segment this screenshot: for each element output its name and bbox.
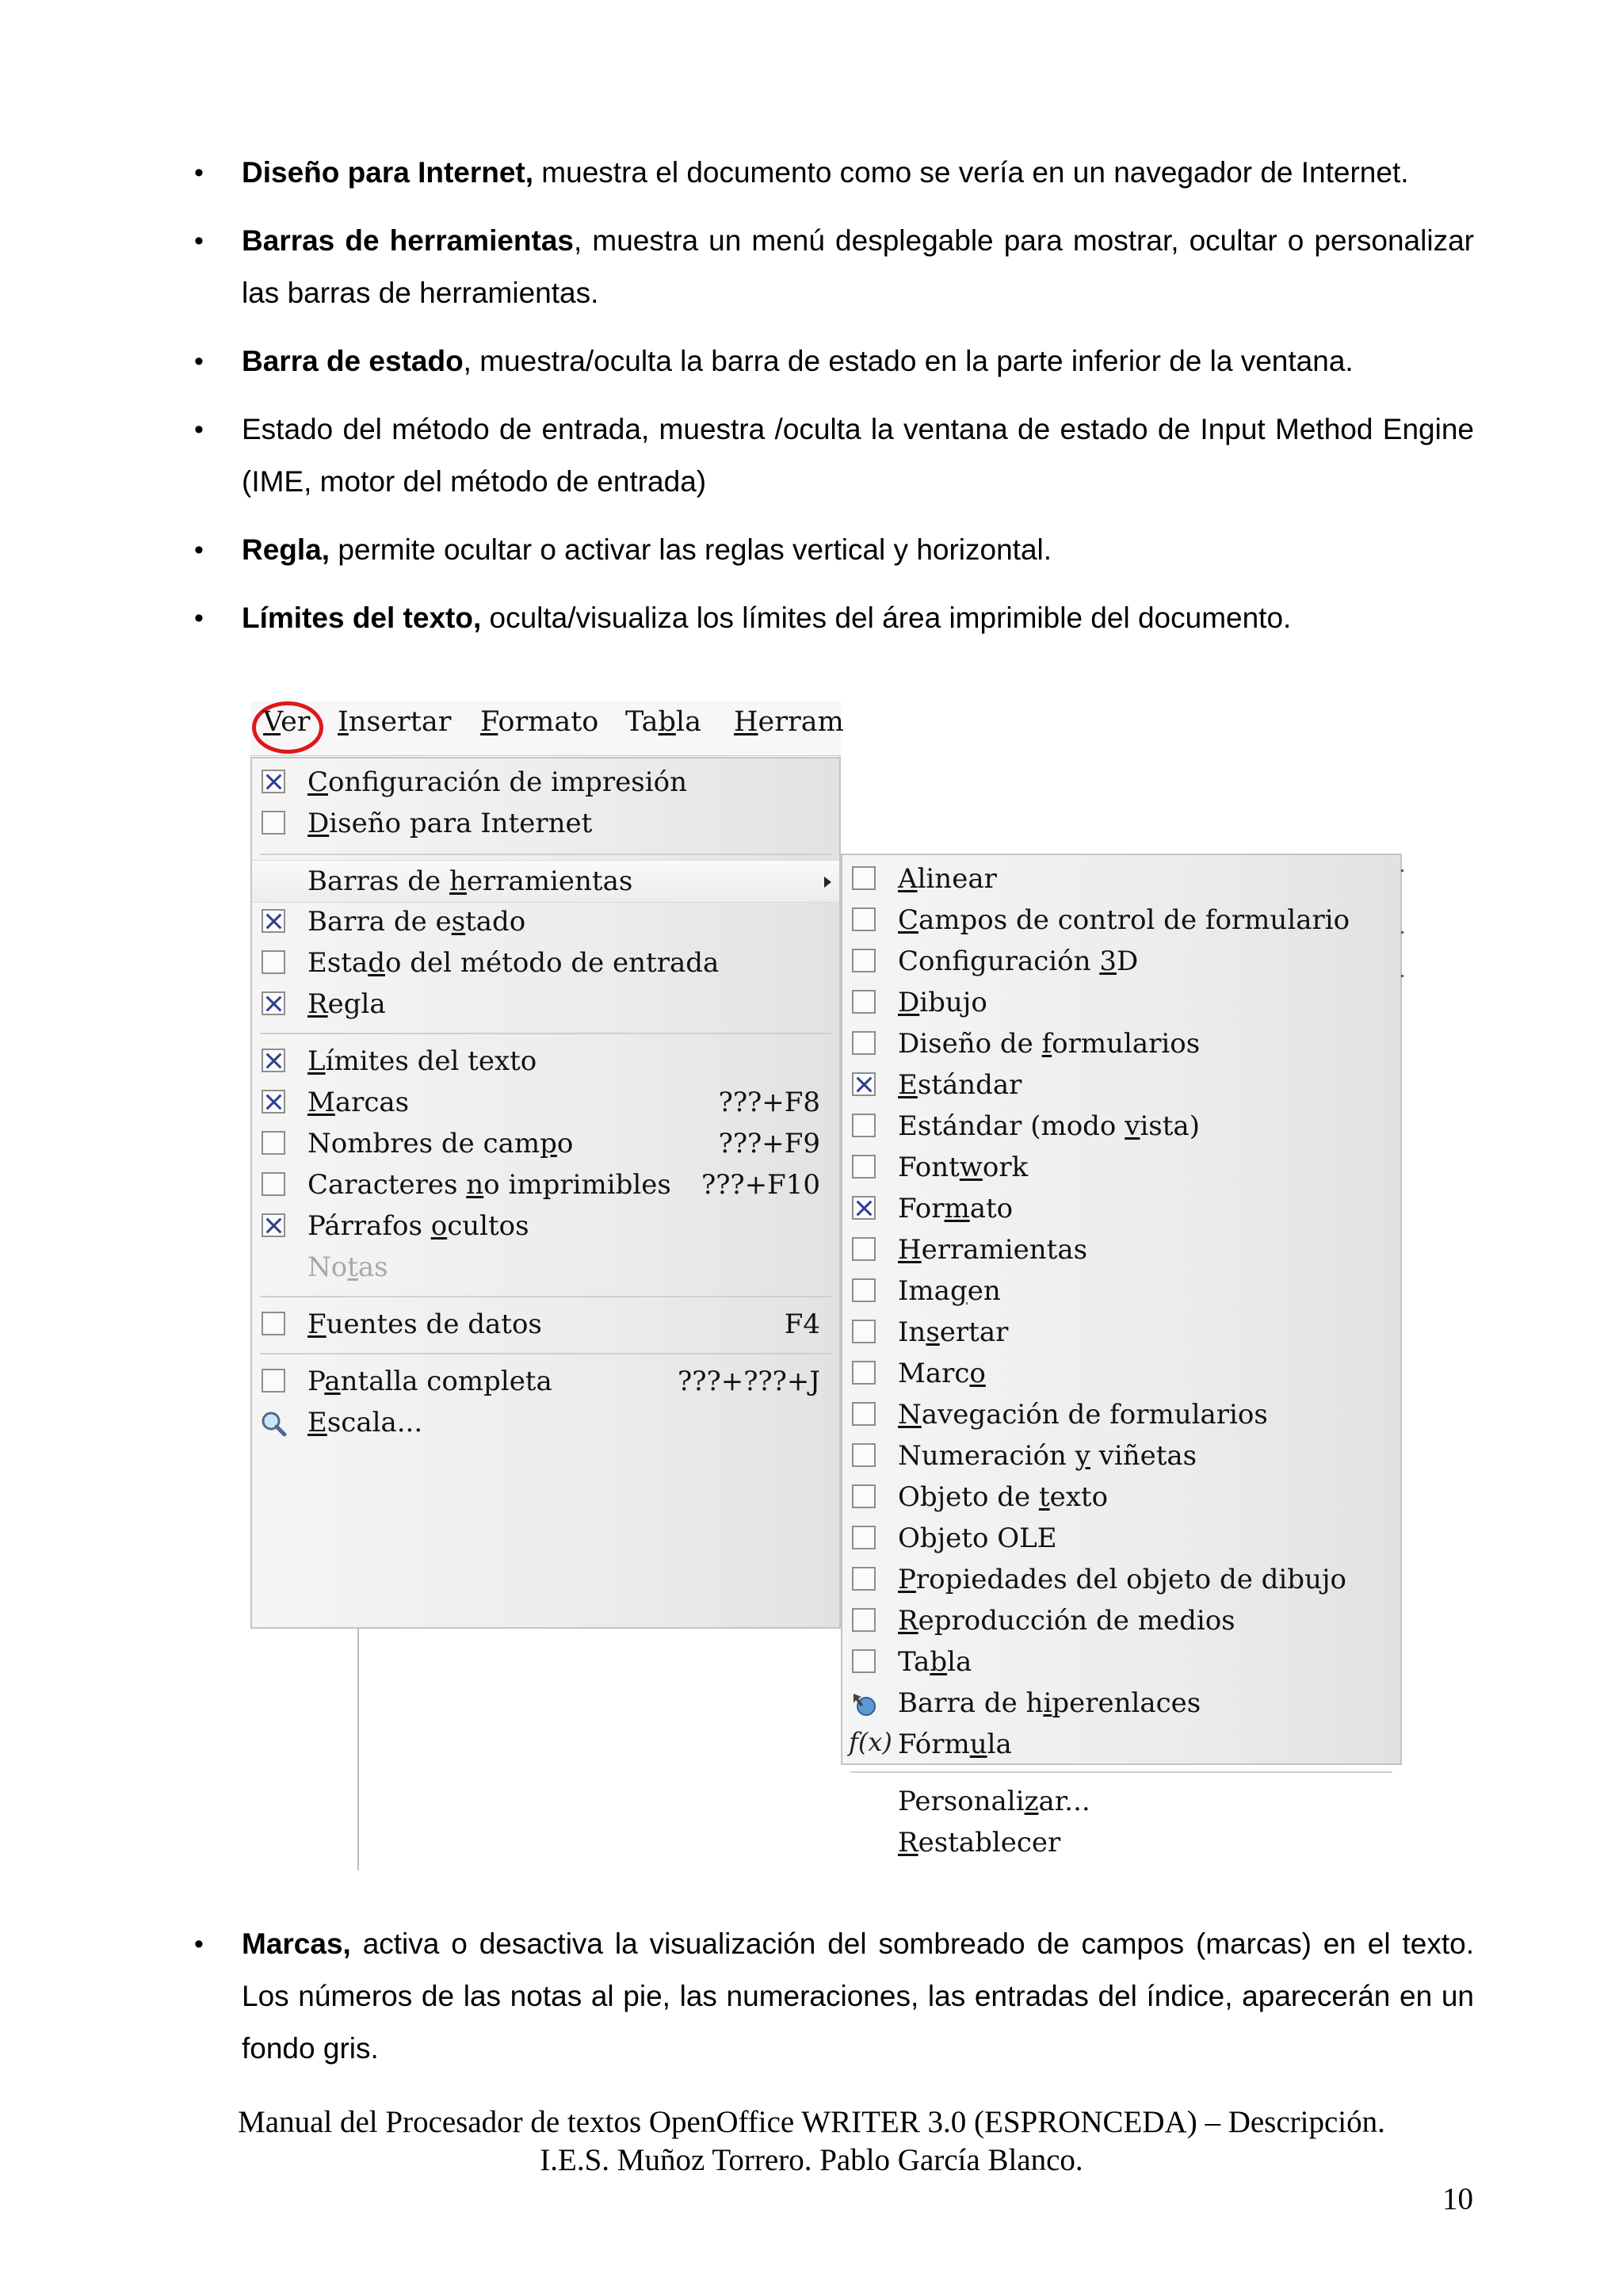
checkbox-icon [852, 1155, 876, 1179]
menu-bar [250, 701, 844, 756]
submenu-item-herramientas[interactable] [842, 1229, 1400, 1270]
submenu-item-personalizar[interactable] [842, 1781, 1400, 1822]
menu-item-caracteres-no-imprimibles[interactable]: Caracteres no imprimibles ???+F10 [252, 1164, 839, 1205]
checkbox-icon [852, 990, 876, 1014]
checkbox-icon [852, 1567, 876, 1591]
submenu-item-label: Objeto de texto [898, 1481, 1109, 1513]
checkbox-icon [852, 1237, 876, 1261]
submenu-item-estandar-modo-vista[interactable] [842, 1106, 1400, 1147]
submenu-item-formato[interactable] [842, 1188, 1400, 1229]
menu-tabla[interactable]: Tabla [625, 706, 701, 738]
checkbox-icon [852, 1443, 876, 1467]
bullet-item: • Regla, permite ocultar o activar las reglas vertical y horizontal. [242, 524, 1474, 576]
checkbox-icon [852, 1608, 876, 1632]
bullet-item: • Barra de estado, muestra/oculta la barra de estado en la parte inferior de la ventana. [242, 335, 1474, 388]
menu-item-diseno-internet[interactable]: Diseño para Internet [252, 803, 839, 844]
menu-insertar[interactable]: Insertar [338, 706, 452, 738]
submenu-item-label: Diseño de formularios [898, 1028, 1201, 1060]
submenu-item-label: Insertar [898, 1316, 1009, 1348]
menu-item-configuracion-impresion[interactable]: Configuración de impresión [252, 762, 839, 803]
submenu-item-label: Marco [898, 1358, 986, 1389]
submenu-item-label: Estándar [898, 1069, 1022, 1101]
submenu-item-label: Imagen [898, 1275, 1001, 1307]
submenu-item-alinear[interactable] [842, 858, 1400, 900]
bullet-item: • Estado del método de entrada, muestra /oculta la ventana de estado de Input Method Engine (IME, motor del método de entrada) [242, 403, 1474, 508]
menu-separator [260, 1296, 831, 1297]
checkbox-icon [262, 1369, 285, 1392]
menu-formato[interactable]: Formato [480, 706, 599, 738]
menu-item-barras-herramientas[interactable]: Barras de herramientas [252, 860, 839, 903]
menu-item-escala[interactable]: Escala... [252, 1402, 839, 1443]
bullet-item: • Límites del texto, oculta/visualiza los límites del área imprimible del documento. [242, 592, 1474, 644]
submenu-item-imagen[interactable] [842, 1270, 1400, 1312]
submenu-item-navegacion-de-formularios[interactable] [842, 1394, 1400, 1435]
checkbox-checked-icon [262, 991, 285, 1015]
checkbox-icon [852, 1526, 876, 1549]
checkbox-icon [852, 1031, 876, 1055]
submenu-item-configuracion-3d[interactable] [842, 941, 1400, 982]
submenu-item-estandar[interactable] [842, 1064, 1400, 1106]
menu-item-limites-texto[interactable]: Límites del texto [252, 1041, 839, 1082]
checkbox-checked-icon [852, 1072, 876, 1096]
submenu-item-tabla[interactable] [842, 1641, 1400, 1683]
submenu-item-diseno-de-formularios[interactable] [842, 1023, 1400, 1064]
submenu-item-barra-de-hiperenlaces[interactable] [842, 1683, 1400, 1724]
submenu-item-dibujo[interactable] [842, 982, 1400, 1023]
submenu-item-label: Estándar (modo vista) [898, 1110, 1200, 1142]
shortcut-label: F4 [784, 1308, 820, 1340]
checkbox-checked-icon [852, 1196, 876, 1220]
page-number: 10 [1442, 2182, 1473, 2216]
menu-item-parrafos-ocultos[interactable]: Párrafos ocultos [252, 1205, 839, 1247]
menu-screenshot [250, 701, 1407, 1874]
submenu-item-label: Configuración 3D [898, 946, 1139, 977]
checkbox-icon [852, 1649, 876, 1673]
submenu-arrow-icon [824, 877, 831, 888]
shortcut-label: ???+F10 [701, 1169, 820, 1201]
submenu-item-label: Reproducción de medios [898, 1605, 1235, 1637]
menu-item-notas: Notas [307, 1251, 388, 1283]
submenu-item-marco[interactable] [842, 1353, 1400, 1394]
footer-title: Manual del Procesador de textos OpenOffice WRITER 3.0 (ESPRONCEDA) – Descripción. [238, 2105, 1385, 2139]
checkbox-checked-icon [262, 770, 285, 793]
checkbox-icon [262, 1312, 285, 1335]
submenu-item-objeto-de-texto[interactable] [842, 1477, 1400, 1518]
checkbox-icon [262, 950, 285, 974]
checkbox-icon [852, 907, 876, 931]
submenu-item-label: Propiedades del objeto de dibujo [898, 1564, 1346, 1595]
zoom-icon [260, 1410, 287, 1437]
submenu-item-propiedades-del-objeto-de-dibujo[interactable] [842, 1559, 1400, 1600]
checkbox-icon [852, 1114, 876, 1137]
toolbars-submenu [841, 854, 1402, 1859]
submenu-item-label: Tabla [898, 1646, 972, 1678]
bullet-item: • Marcas, activa o desactiva la visualización del sombreado de campos (marcas) en el texto. Los números de las notas al pie, las numeraciones, las entradas del índice, aparecerán en un fondo gris. [242, 1918, 1474, 2075]
submenu-item-label: Navegación de formularios [898, 1399, 1268, 1431]
bullet-list-top [242, 147, 1474, 660]
footer-author: I.E.S. Muñoz Torrero. Pablo García Blanco. [540, 2143, 1083, 2177]
dot-marker [1401, 931, 1403, 934]
dot-marker [1401, 869, 1403, 872]
checkbox-checked-icon [262, 1049, 285, 1072]
submenu-item-label: Fórmula [898, 1729, 1012, 1760]
dot-marker [1401, 975, 1403, 977]
shortcut-label: ???+F8 [718, 1087, 820, 1118]
menu-item-marcas[interactable]: Marcas ???+F8 [252, 1082, 839, 1123]
checkbox-checked-icon [262, 1090, 285, 1114]
bullet-item: • Barras de herramientas, muestra un menú desplegable para mostrar, ocultar o personalizar las barras de herramientas. [242, 215, 1474, 319]
menu-item-fuentes-datos[interactable]: Fuentes de datos F4 [252, 1304, 839, 1345]
checkbox-checked-icon [262, 909, 285, 933]
checkbox-icon [852, 866, 876, 890]
menu-item-estado-metodo-entrada[interactable]: Estado del método de entrada [252, 942, 839, 984]
view-menu [250, 757, 841, 1629]
menu-ver[interactable]: Ver [263, 706, 311, 738]
submenu-item-restablecer[interactable] [842, 1822, 1400, 1863]
checkbox-icon [852, 1320, 876, 1343]
checkbox-checked-icon [262, 1213, 285, 1237]
bullet-list-bottom [242, 1918, 1474, 2091]
shortcut-label: ???+F9 [718, 1128, 820, 1159]
submenu-item-label: Alinear [898, 863, 997, 895]
submenu-item-label: Formato [898, 1193, 1014, 1224]
menu-separator [850, 1771, 1392, 1773]
checkbox-icon [852, 1278, 876, 1302]
submenu-item-label: Dibujo [898, 987, 987, 1018]
submenu-item-objeto-ole[interactable] [842, 1518, 1400, 1559]
page-boundary-line [357, 1629, 359, 1870]
menu-separator [260, 1353, 831, 1354]
submenu-item-numeracion-y-vinetas[interactable] [842, 1435, 1400, 1477]
submenu-item-formula[interactable] [842, 1724, 1400, 1765]
submenu-item-reproduccion-de-medios[interactable] [842, 1600, 1400, 1641]
submenu-item-label: Personalizar... [898, 1786, 1090, 1817]
shortcut-label: ???+???+J [678, 1366, 820, 1397]
hyperlink-icon [849, 1689, 879, 1719]
checkbox-icon [262, 811, 285, 835]
checkbox-icon [262, 1131, 285, 1155]
formula-icon: f(x) [849, 1727, 892, 1757]
submenu-item-label: Restablecer [898, 1827, 1061, 1859]
menu-item-barra-estado[interactable]: Barra de estado [252, 901, 839, 942]
bullet-item: • Diseño para Internet, muestra el documento como se vería en un navegador de Internet. [242, 147, 1474, 199]
submenu-item-fontwork[interactable] [842, 1147, 1400, 1188]
checkbox-icon [262, 1172, 285, 1196]
submenu-item-label: Objeto OLE [898, 1522, 1057, 1554]
checkbox-icon [852, 1361, 876, 1385]
menu-item-nombres-campo[interactable]: Nombres de campo ???+F9 [252, 1123, 839, 1164]
submenu-item-label: Fontwork [898, 1152, 1029, 1183]
menu-item-pantalla-completa[interactable]: Pantalla completa ???+???+J [252, 1361, 839, 1402]
checkbox-icon [852, 949, 876, 972]
menu-separator [260, 854, 831, 855]
submenu-item-campos-de-control-de-formulario[interactable] [842, 900, 1400, 941]
menu-herramientas[interactable]: Herram [734, 706, 844, 738]
submenu-item-label: Numeración y viñetas [898, 1440, 1197, 1472]
submenu-item-label: Herramientas [898, 1234, 1088, 1266]
submenu-item-insertar[interactable] [842, 1312, 1400, 1353]
menu-separator [260, 1033, 831, 1034]
submenu-item-label: Barra de hiperenlaces [898, 1687, 1201, 1719]
checkbox-icon [852, 1484, 876, 1508]
checkbox-icon [852, 1402, 876, 1426]
menu-item-regla[interactable]: Regla [252, 984, 839, 1025]
submenu-item-label: Campos de control de formulario [898, 904, 1350, 936]
